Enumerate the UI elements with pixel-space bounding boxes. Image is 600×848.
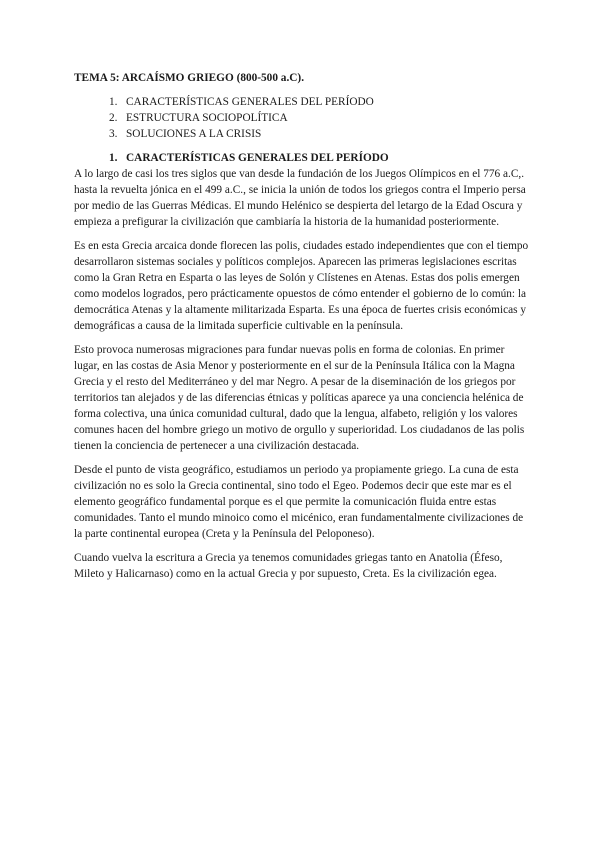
toc-item-number: 1. [109, 96, 118, 108]
toc-item-number: 2. [109, 112, 118, 124]
toc-item-label: CARACTERÍSTICAS GENERALES DEL PERÍODO [126, 96, 374, 108]
paragraph: Es en esta Grecia arcaica donde florecen las polis, ciudades estado independientes que con el tiempo desarrollaron sistemas sociales y políticos complejos. Aparecen las primeras legislaciones escritas como la Gran Retra en Esparta o las leyes de Solón y Clístenes en Atenas. Estas dos polis emergen como modelos logrados, pero prácticamente opuestos de cómo entender el gobierno de lo común: la democrática Atenas y la altamente militarizada Esparta. Es una época de fuertes crisis económicas y demográficas a causa de la limitada superficie cultivable en la península. [74, 240, 529, 332]
section-heading [74, 150, 529, 166]
paragraph: Cuando vuelva la escritura a Grecia ya tenemos comunidades griegas tanto en Anatolia (Éfeso, Mileto y Halicarnaso) como en la actual Grecia y por supuesto, Creta. Es la civilización egea. [74, 552, 503, 580]
table-of-contents [74, 94, 529, 142]
toc-item-label: ESTRUCTURA SOCIOPOLÍTICA [126, 112, 288, 124]
toc-item [74, 94, 529, 110]
paragraph: Esto provoca numerosas migraciones para fundar nuevas polis en forma de colonias. En primer lugar, en las costas de Asia Menor y posteriormente en el sur de la Península Itálica con la Magna Grecia y el resto del Mediterráneo y del mar Negro. A pesar de la diseminación de los griegos por territorios tan alejados y de las diferencias étnicas y políticas aparece ya una conciencia helénica de forma colectiva, una única comunidad cultural, dado que la lengua, alfabeto, religión y los valores comunes hacen del hombre griego un motivo de orgullo y superioridad. Los ciudadanos de las polis tienen la conciencia de pertenecer a una civilización destacada. [74, 344, 525, 452]
document-title: TEMA 5: ARCAÍSMO GRIEGO (800-500 a.C). [74, 72, 305, 84]
section-number: 1. [109, 152, 118, 164]
toc-item-number: 3. [109, 128, 118, 140]
toc-item-label: SOLUCIONES A LA CRISIS [126, 128, 262, 140]
paragraph: Desde el punto de vista geográfico, estudiamos un periodo ya propiamente griego. La cuna de esta civilización no es solo la Grecia continental, sino todo el Egeo. Podemos decir que este mar es el elemento geográfico fundamental porque es el que permite la comunicación fluida entre estas comunidades. Tanto el mundo minoico como el micénico, eran fundamentalmente civilizaciones de la parte continental europea (Creta y la Península del Peloponeso). [74, 464, 524, 540]
toc-item [74, 126, 529, 142]
section-heading-text: CARACTERÍSTICAS GENERALES DEL PERÍODO [126, 152, 389, 164]
document-body [74, 70, 529, 590]
paragraph: A lo largo de casi los tres siglos que van desde la fundación de los Juegos Olímpicos en el 776 a.C,. hasta la revuelta jónica en el 499 a.C., se inicia la unión de todos los griegos contra el Imperio persa por medio de las Guerras Médicas. El mundo Helénico se despierta del letargo de la Edad Oscura y empieza a prefigurar la civilización que cambiaría la historia de la humanidad posteriormente. [74, 168, 526, 228]
toc-item [74, 110, 529, 126]
